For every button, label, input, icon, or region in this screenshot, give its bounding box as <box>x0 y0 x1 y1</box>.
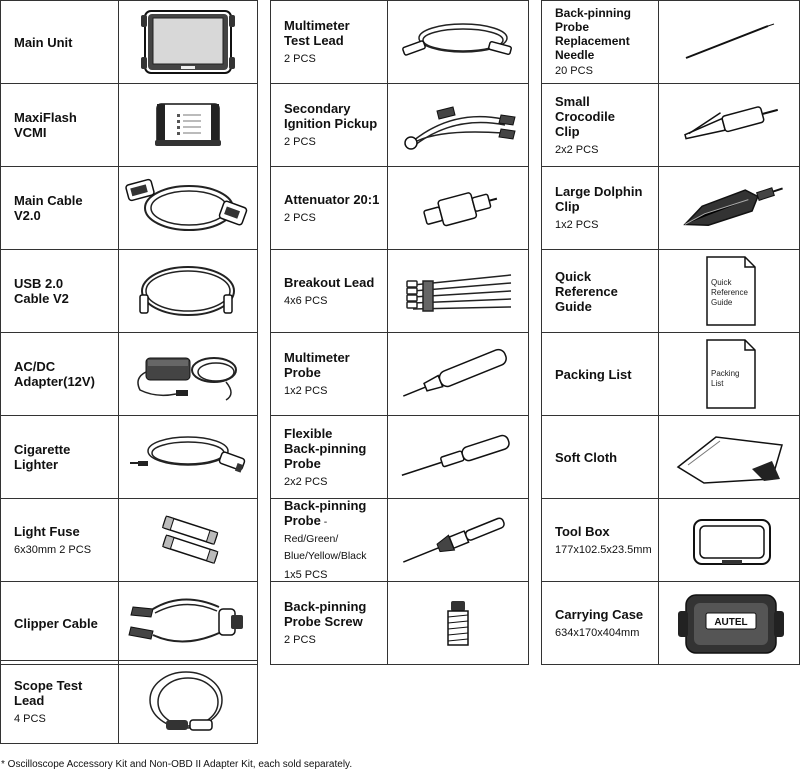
item-replacement-needle <box>541 0 800 84</box>
packing-label-line-1: Packing <box>711 369 740 378</box>
item-name: Quick Reference Guide <box>555 268 618 314</box>
item-name: Soft Cloth <box>555 449 618 465</box>
item-small-crocodile-clip <box>541 83 800 167</box>
packing-list-illustration <box>659 333 799 415</box>
item-name: Back-pinning Probe Screw <box>284 599 367 629</box>
item-backpinning-probe-screw <box>270 581 529 665</box>
item-name: Cigarette Lighter <box>14 442 71 472</box>
breakout-lead-illustration <box>388 250 528 332</box>
multimeter-probe-illustration <box>388 333 528 415</box>
item-quantity: 4 PCS <box>14 713 46 725</box>
quick-reference-illustration <box>659 250 799 332</box>
carrying-case-illustration <box>659 582 799 664</box>
item-cigarette-lighter <box>0 415 258 499</box>
item-quantity: 2x2 PCS <box>284 475 328 488</box>
item-large-dolphin-clip <box>541 166 800 250</box>
item-maxiflash-vcmi <box>0 83 258 167</box>
vcmi-illustration <box>119 84 257 166</box>
item-light-fuse <box>0 498 258 582</box>
item-main-unit <box>0 0 258 84</box>
item-quantity: 4x6 PCS <box>284 294 328 307</box>
item-quick-reference-guide <box>541 249 800 333</box>
item-quantity: 2 PCS <box>284 136 316 148</box>
main-unit-illustration <box>119 1 257 83</box>
item-name: Multimeter Test Lead <box>284 18 350 48</box>
item-usb-cable <box>0 249 258 333</box>
packing-label-line-2: List <box>711 379 724 388</box>
item-name: Scope Test Lead <box>14 678 83 708</box>
tool-box-illustration <box>659 499 799 581</box>
soft-cloth-illustration <box>659 416 799 498</box>
item-name: USB 2.0 Cable V2 <box>14 276 69 306</box>
footnote: * Oscilloscope Accessory Kit and Non-OBD II Adapter Kit, each sold separately. <box>1 759 353 770</box>
item-quantity: 2 PCS <box>284 634 316 646</box>
item-name: Secondary Ignition Pickup <box>284 101 378 131</box>
item-backpinning-probe <box>270 498 529 582</box>
quick-ref-label-line-1: Quick <box>711 278 732 287</box>
item-multimeter-test-lead <box>270 0 529 84</box>
item-flexible-backpinning-probe <box>270 415 529 499</box>
item-packing-list <box>541 332 800 416</box>
ignition-pickup-illustration <box>388 84 528 166</box>
item-multimeter-probe <box>270 332 529 416</box>
item-quantity: 2 PCS <box>284 53 316 65</box>
item-quantity: 2x2 PCS <box>555 143 599 156</box>
item-clipper-cable <box>0 581 258 665</box>
item-quantity: 1x2 PCS <box>555 219 599 231</box>
item-name: Main Unit <box>14 34 73 50</box>
clipper-cable-illustration <box>119 582 257 664</box>
item-quantity: 1x5 PCS <box>284 569 328 581</box>
adapter-illustration <box>119 333 257 415</box>
quick-ref-label-line-3: Guide <box>711 298 733 307</box>
main-cable-illustration <box>119 167 257 249</box>
item-secondary-ignition-pickup <box>270 83 529 167</box>
item-name: Small Crocodile Clip <box>555 93 615 139</box>
item-scope-test-lead <box>0 660 258 744</box>
item-quantity: 2 PCS <box>284 211 316 224</box>
item-main-cable <box>0 166 258 250</box>
item-ac-dc-adapter <box>0 332 258 416</box>
fuse-illustration <box>119 499 257 581</box>
item-breakout-lead <box>270 249 529 333</box>
item-name: Back-pinning Probe Replacement Needle <box>555 6 632 62</box>
item-name-main: Back-pinning Probe <box>284 498 367 528</box>
dolphin-clip-illustration <box>659 167 799 249</box>
item-quantity: 634x170x404mm <box>555 626 640 639</box>
item-name: Flexible Back-pinning Probe <box>284 425 367 471</box>
item-tool-box <box>541 498 800 582</box>
usb-cable-illustration <box>119 250 257 332</box>
item-quantity: 6x30mm 2 PCS <box>14 543 92 556</box>
flexible-probe-illustration <box>388 416 528 498</box>
item-attenuator <box>270 166 529 250</box>
item-name: Tool Box <box>555 523 610 539</box>
item-quantity: 177x102.5x23.5mm <box>555 543 652 556</box>
item-name: Attenuator 20:1 <box>284 191 380 207</box>
item-name: Light Fuse <box>14 523 80 539</box>
cigarette-lighter-illustration <box>119 416 257 498</box>
multimeter-lead-illustration <box>388 1 528 83</box>
item-name: AC/DC Adapter(12V) <box>14 359 95 389</box>
item-name: Carrying Case <box>555 606 644 622</box>
item-name: Breakout Lead <box>284 274 375 290</box>
needle-illustration <box>659 1 799 83</box>
item-name-colors: - Red/Green/ Blue/Yellow/Black <box>284 516 367 562</box>
item-name: MaxiFlash VCMI <box>14 110 77 140</box>
item-soft-cloth <box>541 415 800 499</box>
item-name: Clipper Cable <box>14 615 98 631</box>
case-brand-label: AUTEL <box>714 617 748 628</box>
crocodile-clip-illustration <box>659 84 799 166</box>
item-name: Packing List <box>555 366 632 382</box>
probe-screw-illustration <box>388 582 528 664</box>
item-quantity: 1x2 PCS <box>284 385 328 397</box>
backpinning-probe-illustration <box>388 499 528 581</box>
item-name: Main Cable V2.0 <box>14 193 83 223</box>
item-name: Large Dolphin Clip <box>555 184 643 214</box>
item-quantity: 20 PCS <box>555 65 593 77</box>
scope-lead-illustration <box>119 661 257 743</box>
attenuator-illustration <box>388 167 528 249</box>
quick-ref-label-line-2: Reference <box>711 288 748 297</box>
item-name: Multimeter Probe <box>284 350 350 380</box>
item-carrying-case <box>541 581 800 665</box>
item-name <box>284 498 381 564</box>
